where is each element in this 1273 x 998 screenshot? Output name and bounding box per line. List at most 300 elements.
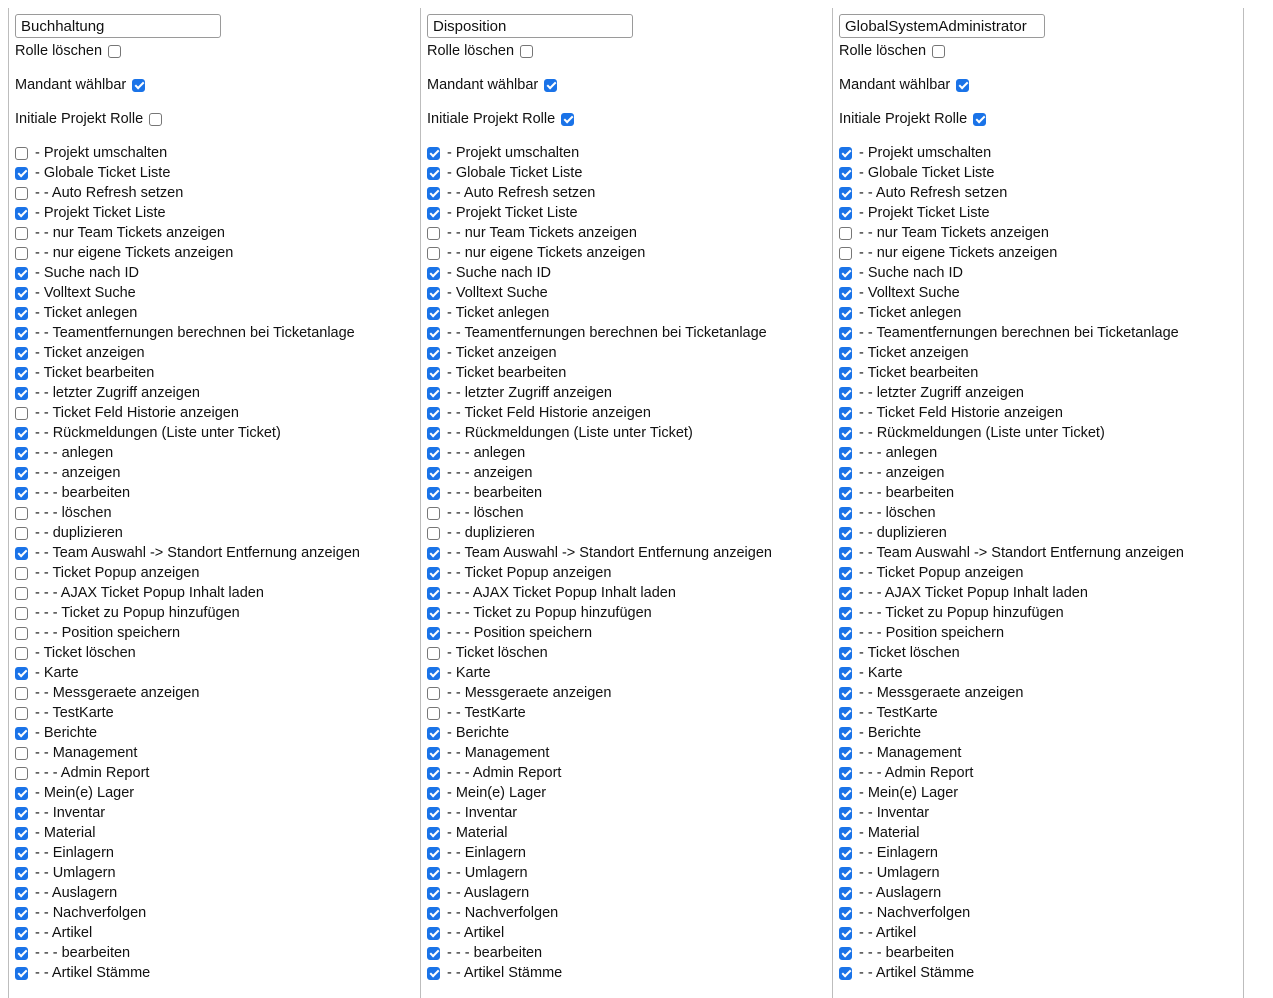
permission-checkbox[interactable]: [15, 627, 28, 640]
initial-project-role-checkbox[interactable]: [973, 113, 986, 126]
permission-label: - Ticket löschen: [447, 645, 548, 661]
permission-label: - Globale Ticket Liste: [859, 165, 995, 181]
permission-row: [839, 603, 1064, 623]
permission-row: [15, 323, 355, 343]
permission-row: [427, 623, 592, 643]
permission-checkbox[interactable]: [427, 567, 440, 580]
permission-checkbox[interactable]: [427, 927, 440, 940]
permission-label: - - Management: [447, 745, 550, 761]
permission-label: - - Ticket Popup anzeigen: [35, 565, 200, 581]
role-name-input[interactable]: [839, 14, 1045, 38]
permission-checkbox[interactable]: [839, 167, 852, 180]
permission-label: - - Rückmeldungen (Liste unter Ticket): [859, 425, 1105, 441]
permission-checkbox[interactable]: [839, 467, 852, 480]
permission-label: - - Rückmeldungen (Liste unter Ticket): [35, 425, 281, 441]
tenant-selectable-checkbox[interactable]: [132, 79, 145, 92]
tenant-selectable-row: [427, 75, 557, 95]
permission-label: - - Ticket Popup anzeigen: [447, 565, 612, 581]
permission-checkbox[interactable]: [427, 767, 440, 780]
permission-label: - - - Admin Report: [447, 765, 562, 781]
permission-checkbox[interactable]: [15, 707, 28, 720]
permission-label: - - - anlegen: [859, 445, 938, 461]
permission-label: - - Messgeraete anzeigen: [447, 685, 612, 701]
permission-label: - - - bearbeiten: [35, 945, 131, 961]
permission-checkbox[interactable]: [15, 787, 28, 800]
permission-checkbox[interactable]: [15, 467, 28, 480]
permission-label: - - Artikel: [35, 925, 93, 941]
permission-checkbox[interactable]: [15, 327, 28, 340]
permission-label: - - - Admin Report: [859, 765, 974, 781]
permission-checkbox[interactable]: [427, 447, 440, 460]
permission-checkbox[interactable]: [427, 507, 440, 520]
permission-checkbox[interactable]: [839, 647, 852, 660]
permission-checkbox[interactable]: [839, 867, 852, 880]
permission-row: [427, 183, 595, 203]
permission-label: - - Ticket Feld Historie anzeigen: [859, 405, 1063, 421]
permission-checkbox[interactable]: [839, 227, 852, 240]
permission-label: - Mein(e) Lager: [35, 785, 135, 801]
permission-row: [15, 523, 123, 543]
permission-label: - - - AJAX Ticket Popup Inhalt laden: [859, 585, 1088, 601]
initial-project-role-row: [839, 109, 986, 129]
permission-label: - - Artikel Stämme: [859, 965, 975, 981]
permission-label: - Volltext Suche: [447, 285, 548, 301]
permission-label: - - - anzeigen: [35, 465, 121, 481]
permission-checkbox[interactable]: [427, 347, 440, 360]
permission-checkbox[interactable]: [427, 267, 440, 280]
permission-checkbox[interactable]: [15, 947, 28, 960]
permission-checkbox[interactable]: [15, 927, 28, 940]
permission-row: [427, 223, 637, 243]
permission-checkbox[interactable]: [15, 727, 28, 740]
permission-label: - - Auslagern: [35, 885, 118, 901]
permission-checkbox[interactable]: [427, 687, 440, 700]
permission-label: - Suche nach ID: [859, 265, 963, 281]
permission-row: [839, 463, 944, 483]
permission-checkbox[interactable]: [839, 887, 852, 900]
permission-checkbox[interactable]: [427, 887, 440, 900]
permission-row: [839, 163, 994, 183]
permission-row: [839, 663, 903, 683]
permission-row: [839, 563, 1023, 583]
permission-label: - Karte: [447, 665, 491, 681]
permission-checkbox[interactable]: [839, 447, 852, 460]
permission-checkbox[interactable]: [839, 687, 852, 700]
permission-checkbox[interactable]: [15, 387, 28, 400]
permission-checkbox[interactable]: [427, 367, 440, 380]
permission-checkbox[interactable]: [839, 327, 852, 340]
permission-checkbox[interactable]: [15, 587, 28, 600]
permission-row: [15, 443, 113, 463]
permission-checkbox[interactable]: [839, 387, 852, 400]
tenant-selectable-checkbox[interactable]: [956, 79, 969, 92]
permission-label: - - Artikel Stämme: [447, 965, 563, 981]
permission-label: - - duplizieren: [859, 525, 947, 541]
permission-label: - - - anlegen: [447, 445, 526, 461]
permission-row: [15, 643, 136, 663]
permission-checkbox[interactable]: [15, 967, 28, 980]
permission-checkbox[interactable]: [15, 307, 28, 320]
permission-row: [15, 843, 114, 863]
permission-row: [15, 703, 114, 723]
permission-checkbox[interactable]: [15, 547, 28, 560]
permission-row: [839, 323, 1179, 343]
permission-checkbox[interactable]: [15, 347, 28, 360]
permission-label: - Karte: [859, 665, 903, 681]
permission-row: [427, 823, 507, 843]
permission-checkbox[interactable]: [15, 507, 28, 520]
permission-row: [427, 323, 767, 343]
permission-label: - - Messgeraete anzeigen: [859, 685, 1024, 701]
permission-label: - - Umlagern: [859, 865, 940, 881]
permission-checkbox[interactable]: [15, 647, 28, 660]
permission-label: - - Team Auswahl -> Standort Entfernung anzeigen: [447, 545, 772, 561]
permission-checkbox[interactable]: [427, 407, 440, 420]
permission-label: - - - AJAX Ticket Popup Inhalt laden: [35, 585, 264, 601]
role-column: [8, 8, 420, 998]
permission-checkbox[interactable]: [427, 487, 440, 500]
permission-checkbox[interactable]: [15, 607, 28, 620]
permission-label: - - Umlagern: [447, 865, 528, 881]
permission-row: [15, 763, 149, 783]
permission-label: - Berichte: [447, 725, 510, 741]
permission-label: - - duplizieren: [35, 525, 123, 541]
permission-row: [15, 483, 130, 503]
permission-label: - - Team Auswahl -> Standort Entfernung anzeigen: [859, 545, 1184, 561]
permission-checkbox[interactable]: [427, 207, 440, 220]
permission-checkbox[interactable]: [427, 167, 440, 180]
permission-label: - - - bearbeiten: [447, 485, 543, 501]
initial-project-role-checkbox[interactable]: [561, 113, 574, 126]
permission-row: [427, 443, 525, 463]
permission-row: [15, 223, 225, 243]
permission-checkbox[interactable]: [839, 187, 852, 200]
permission-checkbox[interactable]: [427, 607, 440, 620]
tenant-selectable-checkbox[interactable]: [544, 79, 557, 92]
permission-label: - - Team Auswahl -> Standort Entfernung anzeigen: [35, 545, 360, 561]
permission-checkbox[interactable]: [839, 527, 852, 540]
permission-checkbox[interactable]: [15, 167, 28, 180]
permission-checkbox[interactable]: [839, 767, 852, 780]
permission-checkbox[interactable]: [15, 827, 28, 840]
permission-row: [15, 903, 146, 923]
permission-label: - Globale Ticket Liste: [447, 165, 583, 181]
initial-project-role-label: Initiale Projekt Rolle: [839, 111, 968, 127]
permission-checkbox[interactable]: [427, 387, 440, 400]
permission-row: [15, 383, 200, 403]
permission-checkbox[interactable]: [839, 927, 852, 940]
delete-role-row: [15, 41, 121, 61]
permission-label: - - Auslagern: [447, 885, 530, 901]
permission-row: [427, 803, 517, 823]
permission-row: [15, 363, 154, 383]
permission-checkbox[interactable]: [15, 807, 28, 820]
permission-checkbox[interactable]: [427, 807, 440, 820]
permission-label: - Suche nach ID: [35, 265, 139, 281]
permission-checkbox[interactable]: [427, 327, 440, 340]
permission-row: [839, 223, 1049, 243]
permission-checkbox[interactable]: [427, 967, 440, 980]
permission-checkbox[interactable]: [839, 967, 852, 980]
permission-checkbox[interactable]: [15, 867, 28, 880]
delete-role-checkbox[interactable]: [932, 45, 945, 58]
initial-project-role-checkbox[interactable]: [149, 113, 162, 126]
permission-label: - - Teamentfernungen berechnen bei Ticketanlage: [447, 325, 767, 341]
role-name-input[interactable]: [15, 14, 221, 38]
permission-row: [15, 423, 281, 443]
permission-label: - - Auto Refresh setzen: [859, 185, 1008, 201]
permission-checkbox[interactable]: [839, 587, 852, 600]
permission-row: [15, 403, 239, 423]
permission-label: - - Nachverfolgen: [447, 905, 559, 921]
permission-checkbox[interactable]: [15, 767, 28, 780]
permission-row: [427, 263, 551, 283]
permission-checkbox[interactable]: [427, 707, 440, 720]
permission-checkbox[interactable]: [15, 407, 28, 420]
permission-checkbox[interactable]: [427, 587, 440, 600]
permission-row: [15, 243, 233, 263]
permission-checkbox[interactable]: [839, 207, 852, 220]
permission-row: [839, 823, 919, 843]
permission-checkbox[interactable]: [839, 847, 852, 860]
permission-checkbox[interactable]: [15, 567, 28, 580]
permission-row: [427, 883, 529, 903]
permission-label: - - nur Team Tickets anzeigen: [35, 225, 225, 241]
permission-row: [15, 263, 139, 283]
permission-row: [427, 583, 676, 603]
permission-checkbox[interactable]: [427, 867, 440, 880]
permission-checkbox[interactable]: [15, 287, 28, 300]
permission-row: [15, 923, 92, 943]
delete-role-checkbox[interactable]: [108, 45, 121, 58]
permission-label: - Suche nach ID: [447, 265, 551, 281]
permission-label: - Ticket anzeigen: [35, 345, 145, 361]
permission-row: [15, 723, 97, 743]
permission-checkbox[interactable]: [839, 427, 852, 440]
permission-label: - - duplizieren: [447, 525, 535, 541]
permission-row: [839, 623, 1004, 643]
permission-label: - - Einlagern: [447, 845, 526, 861]
tenant-selectable-row: [839, 75, 969, 95]
permission-checkbox[interactable]: [427, 427, 440, 440]
permission-checkbox[interactable]: [839, 487, 852, 500]
permission-checkbox[interactable]: [839, 607, 852, 620]
permission-checkbox[interactable]: [427, 727, 440, 740]
permission-checkbox[interactable]: [427, 847, 440, 860]
permission-label: - - Teamentfernungen berechnen bei Ticketanlage: [859, 325, 1179, 341]
permission-checkbox[interactable]: [839, 307, 852, 320]
permission-label: - - - löschen: [447, 505, 524, 521]
permission-label: - - TestKarte: [35, 705, 114, 721]
permission-row: [839, 683, 1023, 703]
permission-checkbox[interactable]: [427, 787, 440, 800]
permission-label: - Mein(e) Lager: [447, 785, 547, 801]
permission-checkbox[interactable]: [15, 207, 28, 220]
permission-checkbox[interactable]: [15, 667, 28, 680]
permission-row: [839, 763, 973, 783]
permission-label: - - - anzeigen: [859, 465, 945, 481]
permission-row: [427, 303, 549, 323]
permission-checkbox[interactable]: [15, 267, 28, 280]
permission-label: - - TestKarte: [447, 705, 526, 721]
permission-row: [15, 943, 130, 963]
permission-label: - - nur Team Tickets anzeigen: [859, 225, 1049, 241]
permission-checkbox[interactable]: [839, 247, 852, 260]
permission-checkbox[interactable]: [839, 667, 852, 680]
permission-row: [839, 543, 1184, 563]
permission-row: [427, 403, 651, 423]
permission-checkbox[interactable]: [427, 527, 440, 540]
permission-checkbox[interactable]: [839, 267, 852, 280]
permission-label: - - - bearbeiten: [35, 485, 131, 501]
permission-checkbox[interactable]: [15, 147, 28, 160]
permission-checkbox[interactable]: [839, 907, 852, 920]
permission-label: - - - anlegen: [35, 445, 114, 461]
permission-row: [839, 263, 963, 283]
permission-row: [839, 243, 1057, 263]
permission-row: [427, 903, 558, 923]
permission-checkbox[interactable]: [839, 547, 852, 560]
permission-checkbox[interactable]: [15, 527, 28, 540]
permission-label: - Ticket anzeigen: [447, 345, 557, 361]
permission-checkbox[interactable]: [15, 227, 28, 240]
permission-checkbox[interactable]: [427, 647, 440, 660]
permission-row: [15, 303, 137, 323]
permission-checkbox[interactable]: [427, 307, 440, 320]
permission-row: [839, 183, 1007, 203]
permission-checkbox[interactable]: [839, 787, 852, 800]
permission-checkbox[interactable]: [15, 887, 28, 900]
permission-row: [427, 523, 535, 543]
permission-row: [839, 503, 936, 523]
permission-checkbox[interactable]: [15, 687, 28, 700]
permission-checkbox[interactable]: [839, 367, 852, 380]
initial-project-role-row: [427, 109, 574, 129]
role-name-input[interactable]: [427, 14, 633, 38]
permission-label: - - - Admin Report: [35, 765, 150, 781]
permission-checkbox[interactable]: [427, 747, 440, 760]
permission-row: [839, 143, 991, 163]
permission-checkbox[interactable]: [427, 287, 440, 300]
permission-label: - Material: [35, 825, 96, 841]
permission-label: - Material: [859, 825, 920, 841]
permission-label: - - - löschen: [35, 505, 112, 521]
permission-checkbox[interactable]: [427, 947, 440, 960]
permission-checkbox[interactable]: [427, 247, 440, 260]
permission-checkbox[interactable]: [427, 547, 440, 560]
permission-label: - - Management: [859, 745, 962, 761]
permission-label: - - - AJAX Ticket Popup Inhalt laden: [447, 585, 676, 601]
permission-row: [427, 643, 548, 663]
permission-row: [839, 523, 947, 543]
permission-checkbox[interactable]: [15, 747, 28, 760]
permission-checkbox[interactable]: [839, 707, 852, 720]
permission-checkbox[interactable]: [427, 467, 440, 480]
permission-checkbox[interactable]: [15, 427, 28, 440]
permission-row: [15, 343, 145, 363]
permission-checkbox[interactable]: [427, 667, 440, 680]
permission-checkbox[interactable]: [839, 947, 852, 960]
permission-label: - - - bearbeiten: [447, 945, 543, 961]
permission-label: - - - löschen: [859, 505, 936, 521]
permission-row: [839, 703, 938, 723]
permission-checkbox[interactable]: [15, 447, 28, 460]
permission-checkbox[interactable]: [427, 187, 440, 200]
permission-label: - - - Ticket zu Popup hinzufügen: [35, 605, 240, 621]
permission-row: [15, 783, 134, 803]
permission-row: [427, 663, 491, 683]
permission-checkbox[interactable]: [427, 227, 440, 240]
permission-label: - Projekt Ticket Liste: [447, 205, 578, 221]
permission-checkbox[interactable]: [15, 367, 28, 380]
permission-row: [839, 423, 1105, 443]
permission-checkbox[interactable]: [427, 147, 440, 160]
permission-row: [839, 863, 940, 883]
permission-label: - - Artikel: [859, 925, 917, 941]
permission-row: [427, 363, 566, 383]
permission-row: [839, 783, 958, 803]
permission-row: [839, 483, 954, 503]
delete-role-checkbox[interactable]: [520, 45, 533, 58]
permission-label: - Ticket anlegen: [35, 305, 138, 321]
permission-label: - - - Position speichern: [447, 625, 593, 641]
permission-checkbox[interactable]: [839, 147, 852, 160]
permission-checkbox[interactable]: [839, 407, 852, 420]
permission-label: - Projekt Ticket Liste: [859, 205, 990, 221]
permission-checkbox[interactable]: [427, 827, 440, 840]
permission-checkbox[interactable]: [15, 247, 28, 260]
permission-row: [839, 903, 970, 923]
permission-checkbox[interactable]: [839, 287, 852, 300]
permission-label: - Projekt umschalten: [447, 145, 580, 161]
permission-checkbox[interactable]: [15, 847, 28, 860]
permission-checkbox[interactable]: [839, 807, 852, 820]
permission-checkbox[interactable]: [15, 187, 28, 200]
delete-role-label: Rolle löschen: [427, 43, 515, 59]
permission-row: [839, 383, 1024, 403]
permission-label: - - - Position speichern: [859, 625, 1005, 641]
permission-row: [839, 803, 929, 823]
permission-checkbox[interactable]: [839, 567, 852, 580]
permission-checkbox[interactable]: [839, 627, 852, 640]
permission-checkbox[interactable]: [839, 727, 852, 740]
permission-row: [427, 703, 526, 723]
permission-checkbox[interactable]: [839, 507, 852, 520]
permission-checkbox[interactable]: [15, 487, 28, 500]
permission-checkbox[interactable]: [839, 347, 852, 360]
permission-checkbox[interactable]: [427, 907, 440, 920]
permission-label: - - letzter Zugriff anzeigen: [859, 385, 1024, 401]
permission-row: [427, 863, 528, 883]
permission-checkbox[interactable]: [839, 827, 852, 840]
permission-label: - - - Position speichern: [35, 625, 181, 641]
permission-row: [839, 923, 916, 943]
permission-row: [15, 663, 79, 683]
permission-row: [427, 943, 542, 963]
permission-label: - Berichte: [859, 725, 922, 741]
permission-row: [15, 583, 264, 603]
permission-checkbox[interactable]: [839, 747, 852, 760]
delete-role-row: [427, 41, 533, 61]
permission-label: - - Einlagern: [859, 845, 938, 861]
permission-label: - Ticket anzeigen: [859, 345, 969, 361]
permission-label: - - Management: [35, 745, 138, 761]
permission-row: [427, 843, 526, 863]
permission-row: [15, 283, 136, 303]
permission-checkbox[interactable]: [427, 627, 440, 640]
permission-checkbox[interactable]: [15, 907, 28, 920]
permission-row: [15, 623, 180, 643]
